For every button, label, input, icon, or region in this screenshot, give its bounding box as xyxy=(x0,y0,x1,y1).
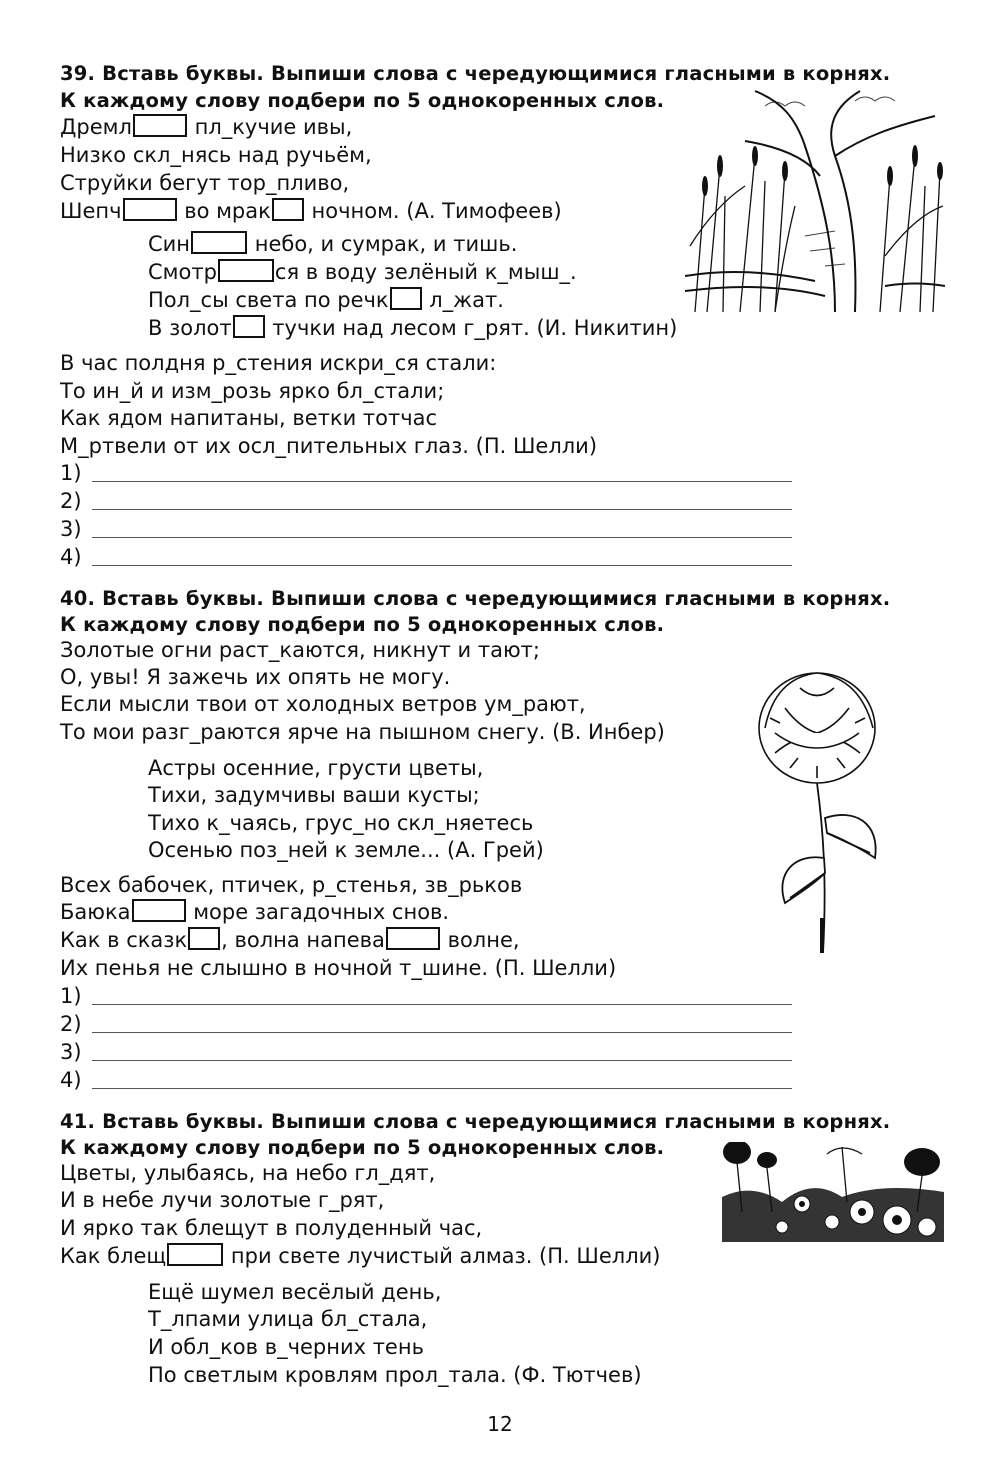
ex40-line7: Тихо к_чаясь, грус_но скл_няетесь xyxy=(148,811,534,835)
ex40-answer-4[interactable]: 4) xyxy=(60,1068,82,1092)
ex39-answer-3[interactable]: 3) xyxy=(60,517,82,541)
ex40-line5: Астры осенние, грусти цветы, xyxy=(148,756,484,780)
ex40-answer-2[interactable]: 2) xyxy=(60,1012,82,1036)
page-number: 12 xyxy=(487,1412,513,1436)
ex39-line6: Смотр ся в воду зелёный к_мыш_. xyxy=(148,260,577,284)
ex39-answer-2[interactable]: 2) xyxy=(60,489,82,513)
ex41-heading-line2: К каждому слову подбери по 5 однокоренных слов. xyxy=(60,1136,665,1159)
answer-box[interactable] xyxy=(386,927,440,950)
answer-box[interactable] xyxy=(390,287,422,310)
ex39-heading-line2: К каждому слову подбери по 5 однокоренных слов. xyxy=(60,89,665,112)
ex40-line10: Баюка море загадочных снов. xyxy=(60,900,450,924)
ex40-answer-3[interactable]: 3) xyxy=(60,1040,82,1064)
ex41-line3: И ярко так блещут в полуденный час, xyxy=(60,1216,483,1240)
ex40-answer-1[interactable]: 1) xyxy=(60,984,82,1008)
ex40-line4: То мои разг_раются ярче на пышном снегу. (В. Инбер) xyxy=(60,720,665,744)
ex39-answer-1[interactable]: 1) xyxy=(60,461,82,485)
ex39-line11: Как ядом напитаны, ветки тотчас xyxy=(60,406,438,430)
answer-box[interactable] xyxy=(132,899,186,922)
answer-box[interactable] xyxy=(272,198,304,221)
answer-box[interactable] xyxy=(167,1243,223,1266)
answer-box[interactable] xyxy=(123,198,177,221)
ex40-line3: Если мысли твои от холодных ветров ум_рают, xyxy=(60,692,586,716)
ex41-line1: Цветы, улыбаясь, на небо гл_дят, xyxy=(60,1161,436,1185)
ex39-line4: Шепч во мрак ночном. (А. Тимофеев) xyxy=(60,199,562,223)
answer-box[interactable] xyxy=(188,927,220,950)
answer-box[interactable] xyxy=(133,114,187,137)
ex40-line6: Тихи, задумчивы ваши кусты; xyxy=(148,783,480,807)
flowers-illustration xyxy=(722,1142,944,1242)
ex40-heading-line1: 40. Вставь буквы. Выпиши слова с чередующимися гласными в корнях. xyxy=(60,587,891,610)
ex41-heading-line1: 41. Вставь буквы. Выпиши слова с чередующимися гласными в корнях. xyxy=(60,1110,891,1133)
ex39-line10: То ин_й и изм_розь ярко бл_стали; xyxy=(60,379,445,403)
ex40-heading-line2: К каждому слову подбери по 5 однокоренных слов. xyxy=(60,613,665,636)
ex39-line12: М_ртвели от их осл_пительных глаз. (П. Шелли) xyxy=(60,434,598,458)
ex41-line6: Т_лпами улица бл_стала, xyxy=(148,1307,428,1331)
ex39-line5: Син небо, и сумрак, и тишь. xyxy=(148,232,518,256)
ex41-line5: Ещё шумел весёлый день, xyxy=(148,1280,442,1304)
answer-box[interactable] xyxy=(233,315,265,338)
ex39-line2: Низко скл_нясь над ручьём, xyxy=(60,143,372,167)
ex39-line1: Дремл пл_кучие ивы, xyxy=(60,115,353,139)
chrysanthemum-illustration xyxy=(745,658,905,958)
swamp-reeds-illustration xyxy=(685,86,945,312)
ex40-line2: О, увы! Я зажечь их опять не могу. xyxy=(60,665,451,689)
ex41-line8: По светлым кровлям прол_тала. (Ф. Тютчев) xyxy=(148,1363,642,1387)
answer-box[interactable] xyxy=(218,259,274,282)
ex41-line2: И в небе лучи золотые г_рят, xyxy=(60,1188,385,1212)
ex40-line8: Осенью поз_ней к земле... (А. Грей) xyxy=(148,838,544,862)
ex39-line3: Струйки бегут тор_пливо, xyxy=(60,171,350,195)
ex39-heading-line1: 39. Вставь буквы. Выпиши слова с чередующимися гласными в корнях. xyxy=(60,62,891,85)
ex40-line12: Их пенья не слышно в ночной т_шине. (П. Шелли) xyxy=(60,956,617,980)
ex39-answer-4[interactable]: 4) xyxy=(60,545,82,569)
ex41-line4: Как блещ при свете лучистый алмаз. (П. Шелли) xyxy=(60,1244,661,1268)
ex40-line9: Всех бабочек, птичек, р_стенья, зв_рьков xyxy=(60,873,523,897)
ex39-line7: Пол_сы света по речк л_жат. xyxy=(148,288,504,312)
ex41-line7: И обл_ков в_черних тень xyxy=(148,1335,424,1359)
ex39-line8: В золот тучки над лесом г_рят. (И. Никитин) xyxy=(148,316,678,340)
ex39-line9: В час полдня р_стения искри_ся стали: xyxy=(60,351,497,375)
ex40-line1: Золотые огни раст_каются, никнут и тают; xyxy=(60,638,540,662)
answer-box[interactable] xyxy=(191,231,247,254)
ex40-line11: Как в сказк , волна напева волне, xyxy=(60,928,520,952)
